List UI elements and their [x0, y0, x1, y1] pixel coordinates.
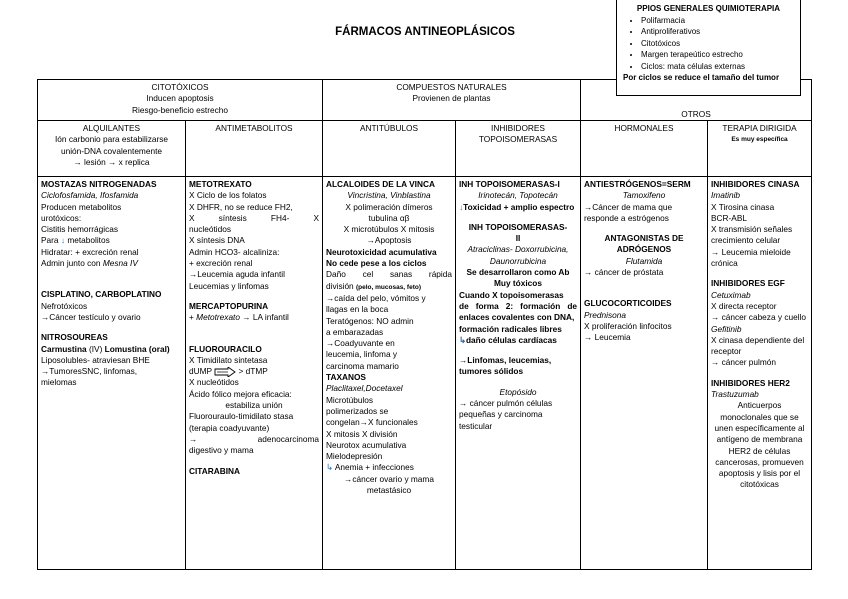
text-line: Ácido fólico mejora eficacia: [189, 388, 292, 399]
text-line: Leucemias y linfomas [189, 280, 269, 291]
text-line: urotóxicos: [41, 212, 82, 223]
text-line: Cuando X topoisomerasas [459, 289, 564, 300]
text-line: →Apoptosis [366, 235, 412, 246]
text-line: Liposolubles- atraviesan BHE [41, 354, 150, 365]
principles-footer: Por ciclos se reduce el tamaño del tumor [623, 73, 780, 82]
drug-names: Tamoxifeno [622, 190, 666, 201]
drug-heading: TAXANOS [326, 372, 366, 383]
col-header-alquilantes [38, 123, 185, 168]
drug-names: Daunorrubicina [489, 255, 547, 266]
text-line: nucleótidos [189, 224, 231, 235]
text-line: responde a estrógenos [584, 212, 669, 223]
col-header-antimetabolitos [186, 123, 322, 134]
text-line: X directa receptor [711, 300, 777, 311]
text-line: Muy tóxicos [494, 278, 542, 289]
text-line: digestivo y mama [189, 445, 254, 456]
text-line: monoclonales que se [720, 411, 799, 422]
text-line: → Leucemia mieloide [711, 246, 791, 257]
text-line: Admin HCO3- alcaliniza: [189, 246, 280, 257]
drug-names: Prednisona [584, 309, 626, 320]
drug-names: Atraciclinas- Doxorrubicina, [467, 244, 569, 255]
text-line: Microtúbulos [326, 394, 374, 405]
text-line: → cáncer cabeza y cuello [711, 312, 807, 323]
text-fragment: → LA infantil [242, 312, 289, 323]
text-line: Fluorouraulo-timidilato stasa [189, 411, 294, 422]
principles-box [616, 0, 801, 96]
text-line: pequeñas y carcinoma [459, 409, 543, 420]
text-line: llagas en la boca [326, 304, 389, 315]
curved-arrow-icon: ↳ [326, 462, 333, 473]
drug-names: Cetuximab [711, 289, 751, 300]
text-line: citotóxicas [740, 479, 779, 490]
text-line: formación radicales libres [459, 323, 562, 334]
drug-heading: INH TOPOISOMERASAS-I [459, 179, 560, 189]
drug-names: Irinotecán, Topotecán [478, 190, 558, 201]
text-fragment: (pelo, mucosas, feto) [355, 283, 421, 291]
text-line: →Coadyuvante en [326, 338, 395, 349]
text-line: polimerizados se [326, 405, 389, 416]
drug-heading: INH TOPOISOMERASAS- [468, 221, 568, 232]
text-line: Nefrotóxicos [41, 300, 88, 311]
text-line: X proliferación linfocitos [584, 320, 672, 331]
text-line: X cinasa dependiente del [711, 334, 805, 345]
drug-names: Ciclofosfamida, Ifosfamida [41, 190, 139, 201]
group-citotoxicos [38, 82, 322, 116]
text-line: X Ciclo de los folatos [189, 190, 267, 201]
group-desc: Inducen apoptosis [146, 93, 214, 104]
text-line: X síntesis DNA [189, 235, 245, 246]
text-line [189, 366, 319, 377]
text-line: Producen metabolitos [41, 201, 122, 212]
drug-heading: METOTREXATO [189, 179, 252, 189]
text-line: →caída del pelo, vómitos y [326, 292, 426, 303]
text-fragment: > dTMP [238, 366, 268, 377]
principle-item: • Antiproliferativos [641, 26, 794, 38]
col-title: ANTIMETABOLITOS [215, 123, 293, 133]
group-desc: Riesgo-beneficio estrecho [132, 104, 228, 115]
text-fragment: + [189, 312, 194, 323]
text-line: X mitosis X división [326, 428, 398, 439]
drug-heading: ANTAGONISTAS DE [604, 233, 684, 244]
text-line [326, 281, 452, 293]
drug-names: Flutamida [625, 255, 663, 266]
text-line: unen específicamente al [714, 422, 805, 433]
text-line [326, 462, 452, 473]
col-desc: → lesión → x replica [73, 156, 150, 167]
cell-hormonales [581, 179, 707, 344]
text-line: Hidratar: + excreción renal [41, 246, 139, 257]
text-fragment: (IV) [88, 343, 103, 354]
col-title: TOPOISOMERASAS [478, 134, 558, 145]
text-fragment: Admin junto con [41, 258, 101, 269]
group-title: CITOTÓXICOS [151, 82, 209, 92]
text-line: X microtúbulos X mitosis [343, 224, 435, 235]
col-desc: Ión carbonio para estabilizarse [55, 134, 168, 145]
group-title: COMPUESTOS NATURALES [396, 82, 507, 92]
table-line-headers [37, 176, 812, 177]
cell-antitubulos [323, 179, 455, 496]
text-line: tubulina αβ [368, 212, 410, 223]
text-line: metastásico [366, 485, 412, 496]
text-line: receptor [711, 346, 742, 357]
text-line [41, 258, 182, 269]
group-otros [581, 109, 811, 120]
text-line [41, 344, 182, 355]
drug-heading: II [515, 233, 521, 244]
cell-alquilantes [38, 179, 185, 389]
text-fragment: Metotrexato [196, 312, 240, 323]
drug-heading: CITARABINA [189, 465, 241, 476]
text-line: →cáncer ovario y mama [344, 473, 434, 484]
text-fragment: dUMP [189, 366, 212, 377]
table-border-right [811, 79, 812, 570]
text-line: mielomas [41, 377, 77, 388]
text-line: Se desarrollaron como Ab [466, 267, 570, 278]
text-line: X síntesis FH4- X [189, 212, 319, 223]
group-naturales [323, 82, 580, 105]
text-line: BCR-ABL [711, 212, 747, 223]
text-line [41, 235, 182, 246]
text-line: testicular [459, 420, 493, 431]
text-line: (terapia coadyuvante) [189, 422, 270, 433]
text-line: → Leucemia [584, 332, 631, 343]
col-title: ANTITÚBULOS [359, 123, 419, 133]
down-arrow-icon: ↓ [60, 235, 65, 246]
principles-header: PPIOS GENERALES QUIMIOTERAPIA [636, 4, 781, 13]
col-header-terapia-dirigida [708, 123, 811, 146]
col-title: TERAPIA DIRIGIDA [722, 123, 797, 133]
text-line: cancerosas, promueven [715, 456, 804, 467]
col-title: ALQUILANTES [82, 123, 141, 133]
text-line: carcinoma mamario [326, 360, 399, 371]
text-line: →Cáncer testículo y ovario [41, 311, 141, 322]
text-line: →TumoresSNC, linfomas, [41, 366, 138, 377]
text-line: enlaces covalentes con DNA, [459, 312, 575, 323]
text-line [459, 202, 577, 213]
text-fragment: Mesna IV [102, 258, 138, 269]
drug-heading: FLUOROURACILO [189, 343, 262, 354]
principles-list [623, 15, 794, 73]
text-line: X nucleótidos [189, 377, 239, 388]
text-line: → cáncer de próstata [584, 267, 664, 278]
text-line: X transmisión señales [711, 224, 793, 235]
drug-names: Vincristina, Vinblastina [347, 190, 431, 201]
text-line: →Leucemia aguda infantil [189, 269, 285, 280]
drug-heading: ANTIESTRÓGENOS=SERM [584, 179, 691, 189]
text-line: → adenocarcinoma [189, 433, 319, 444]
text-line: → cáncer pulmón células [459, 398, 553, 409]
drug-heading: MOSTAZAS NITROGENADAS [41, 179, 157, 189]
col-title: HORMONALES [614, 123, 674, 133]
drug-names: Etopósido [499, 386, 537, 397]
table-border-bottom [37, 569, 812, 570]
text-line: Neurotox acumulativa [326, 439, 407, 450]
cell-terapia-dirigida [708, 179, 811, 491]
drug-heading: ALCALOIDES DE LA VINCA [326, 179, 435, 189]
drug-names: Imatinib [711, 190, 741, 201]
text-line: No cede pese a los ciclos [326, 258, 427, 269]
drug-names: Gefitinib [711, 323, 742, 334]
text-line: Neurotoxicidad acumulativa [326, 246, 437, 257]
text-line: Daño cel sanas rápida [326, 269, 452, 280]
text-line: Anticuerpos [737, 400, 782, 411]
text-fragment: Para [41, 235, 59, 246]
drug-heading: CISPLATINO, CARBOPLATINO [41, 289, 162, 300]
col-desc: unión-DNA covalentemente [60, 145, 162, 156]
text-line: tumores sólidos [459, 366, 524, 377]
drug-heading: INHIBIDORES EGF [711, 278, 785, 289]
text-line: antígeno de membrana [716, 434, 803, 445]
text-line: + excreción renal [189, 258, 253, 269]
col-header-topoisomerasas [456, 123, 580, 146]
principle-item: • Margen terapeútico estrecho [641, 49, 794, 61]
drug-heading: MERCAPTOPURINA [189, 300, 269, 311]
col-desc: Es muy específica [731, 136, 788, 144]
drug-heading: INHIBIDORES CINASA [711, 179, 800, 189]
drug-heading: ADRÓGENOS [616, 244, 672, 255]
principle-item: • Ciclos: mata células externas [641, 61, 794, 73]
text-line [189, 312, 319, 323]
drug-heading: GLUCOCORTICOIDES [584, 298, 672, 309]
cell-antimetabolitos [186, 179, 322, 477]
col-header-antitubulos [323, 123, 455, 134]
text-fragment: metabolitos [67, 235, 110, 246]
text-line: congelan→X funcionales [326, 417, 418, 428]
page-title: FÁRMACOS ANTINEOPLÁSICOS [335, 26, 515, 38]
text-fragment: Lomustina (oral) [104, 343, 170, 354]
group-title: OTROS [681, 109, 711, 119]
group-desc: Provienen de plantas [412, 93, 491, 104]
text-line: crecimiento celular [711, 235, 781, 246]
text-line: X DHFR, no se reduce FH2, [189, 201, 293, 212]
text-line: → cáncer pulmón [711, 357, 777, 368]
text-line: →Cáncer de mama que [584, 201, 673, 212]
text-line: crónica [711, 258, 738, 269]
double-arrow-icon [214, 367, 236, 377]
text-line: X Tirosina cinasa [711, 201, 775, 212]
principle-item: • Polifarmacia [641, 15, 794, 27]
text-line: apoptosis y lisis por el [718, 468, 801, 479]
drug-heading: INHIBIDORES HER2 [711, 377, 790, 388]
text-line: estabiliza unión [225, 400, 283, 411]
text-fragment: Anemia + infecciones [334, 462, 414, 473]
text-line: Cistitis hemorrágicas [41, 224, 118, 235]
text-line: a embarazadas [326, 326, 384, 337]
text-line: →Linfomas, leucemias, [459, 355, 552, 366]
text-line: de forma 2: formación de [459, 300, 577, 311]
text-fragment: Carmustina [41, 343, 87, 354]
drug-names: Trastuzumab [711, 389, 759, 400]
curved-arrow-icon: ↳ [459, 334, 466, 345]
text-line: X polimeración dímeros [345, 201, 433, 212]
text-line: Mielodepresión [326, 451, 383, 462]
text-fragment: daño células cardíacas [465, 334, 557, 345]
drug-heading: NITROSOUREAS [41, 332, 108, 343]
principle-item: • Citotóxicos [641, 38, 794, 50]
text-line [459, 335, 577, 346]
text-line: Teratógenos: NO admin [326, 315, 414, 326]
text-fragment: Toxicidad + amplio espectro [463, 201, 575, 212]
drug-names: Placlitaxel,Docetaxel [326, 383, 403, 394]
text-line: X Timidilato sintetasa [189, 354, 268, 365]
text-line: leucemia, linfoma y [326, 349, 398, 360]
down-arrow-icon: ↓ [459, 201, 464, 212]
col-header-hormonales [581, 123, 707, 134]
text-line: HER2 de células [728, 445, 791, 456]
cell-topoisomerasas [456, 179, 580, 432]
text-fragment: división [326, 280, 354, 291]
col-title: INHIBIDORES [491, 123, 545, 133]
